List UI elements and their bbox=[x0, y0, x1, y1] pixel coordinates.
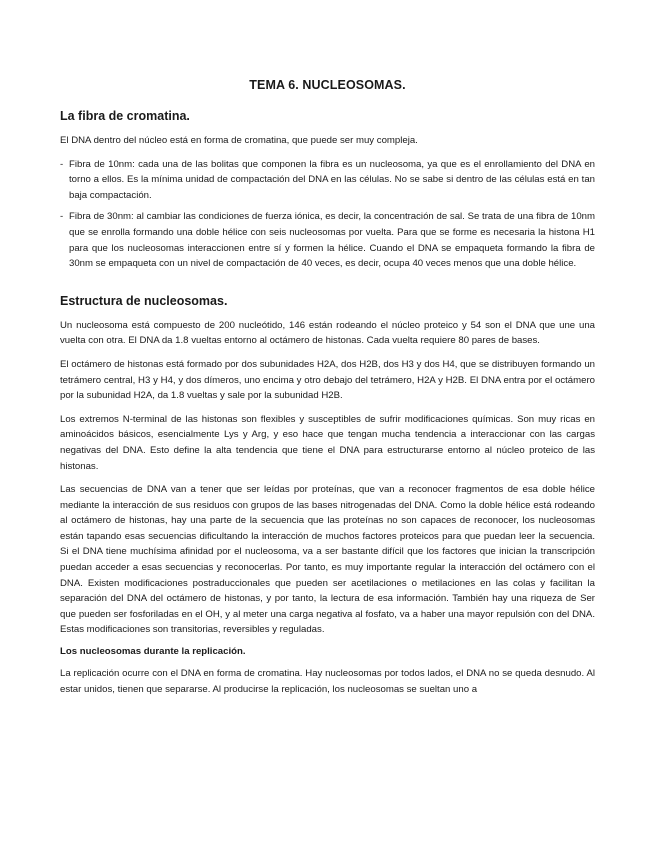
paragraph: Un nucleosoma está compuesto de 200 nucleótido, 146 están rodeando el núcleo proteico y 54 son el DNA que une una vuelta con otra. El DNA da 1.8 vueltas entorno al octámero de histonas. Cada vuelta requiere 80 pares de bases. bbox=[60, 319, 595, 347]
section-heading-chromatin-fiber: La fibra de cromatina. bbox=[60, 109, 190, 123]
document-title: TEMA 6. NUCLEOSOMAS. bbox=[249, 78, 406, 92]
section-heading-replication: Los nucleosomas durante la replicación. bbox=[60, 646, 246, 658]
paragraph: Las secuencias de DNA van a tener que ser leídas por proteínas, que van a reconocer fragmentos de esa doble hélice mediante la interacción de sus residuos con grupos de las bases nitrogenadas del DNA. Como la doble hélice está rodeando al octámero de histonas, hay una parte de la secuencia que las proteínas no son capaces de reconocer, los nucleosomas están tapando esas secuencias dificultando la interacción de muchos factores proteicos para que puedan leer la secuencia. Si el DNA tiene muchísima afinidad por el nucleosoma, va a ser bastante difícil que los factores que inician la transcripción puedan acceder a esas secuencias y reconocerlas. Por tanto, es muy importante regular la interacción del octámero con el DNA. Existen modificaciones postraduccionales que pueden ser acetilaciones o metilaciones en las colas y facilitan la separación del DNA del octámero de histonas, y por tanto, la lectura de esa información. También hay una riqueza de Ser que pueden ser fosforiladas en el OH, y al meter una carga negativa al fosfato, va a haber una mayor repulsión con del DNA. Estas modificaciones son transitorias, reversibles y reguladas. bbox=[60, 484, 595, 636]
section-heading-nucleosome-structure: Estructura de nucleosomas. bbox=[60, 293, 228, 308]
list-item-text: Fibra de 30nm: al cambiar las condiciones de fuerza iónica, es decir, la concentración de sal. Se trata de una fibra de 10nm que se enrolla formando una doble hélice con seis nucleosomas por vuelta. Para que se forme es necesaria la histona H1 para que los nucleosomas interaccionen entre sí y formen la hélice. Cuando el DNA se empaqueta formando la fibra de 30nm se empaqueta con un nivel de compactación de 40 veces, es decir, ocupa 40 veces menos que una doble hélice. bbox=[69, 211, 595, 270]
list-item-text: Fibra de 10nm: cada una de las bolitas que componen la fibra es un nucleosoma, ya que es el enrollamiento del DNA en torno a ellos. Es la mínima unidad de compactación del DNA en las células. No se sabe si dentro de las células está en tan baja compactación. bbox=[69, 158, 595, 201]
paragraph: El octámero de histonas está formado por dos subunidades H2A, dos H2B, dos H3 y dos H4, que se distribuyen formando un tetrámero central, H3 y H4, y dos dímeros, uno encima y otro debajo del tetrámero, H2A y H2B. El DNA entra por el octámero por la subunidad H2A, da 1.8 vueltas y sale por la subunidad H2B. bbox=[60, 358, 595, 402]
list-item bbox=[60, 157, 595, 204]
paragraph: Los extremos N-terminal de las histonas son flexibles y susceptibles de sufrir modificaciones químicas. Son muy ricas en aminoácidos básicos, esencialmente Lys y Arg, y eso hace que tengan mucha tendencia a interaccionar con las cargas negativas del DNA. Esto define la alta tendencia que tiene el DNA para estructurarse entorno al núcleo proteico de las histonas. bbox=[60, 413, 595, 472]
bullet-dash: - bbox=[60, 158, 64, 170]
chromatin-intro-paragraph: El DNA dentro del núcleo está en forma de cromatina, que puede ser muy compleja. bbox=[60, 135, 418, 146]
list-item bbox=[60, 209, 595, 271]
fiber-types-list bbox=[60, 157, 595, 272]
bullet-dash: - bbox=[60, 211, 64, 223]
paragraph: La replicación ocurre con el DNA en forma de cromatina. Hay nucleosomas por todos lados, el DNA no se queda desnudo. Al estar unidos, tienen que separarse. Al producirse la replicación, los nucleosomas se sueltan uno a bbox=[60, 668, 595, 695]
